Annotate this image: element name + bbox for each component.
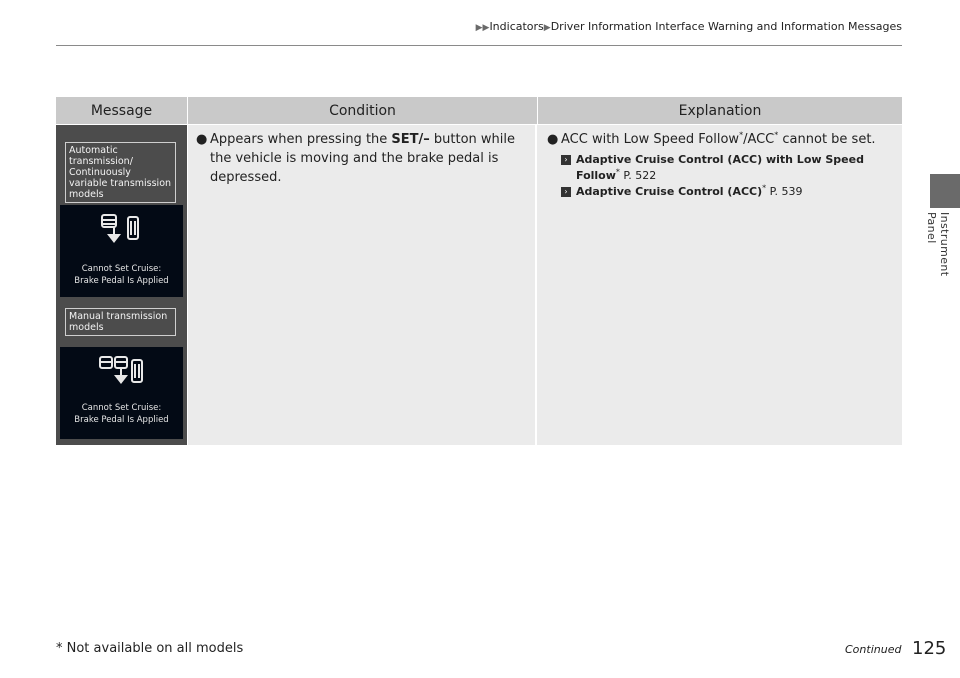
table-header [56,97,902,124]
explanation-item [547,130,897,200]
bullet-icon: ● [547,132,559,147]
reference-acc-low-speed-follow[interactable]: › Adaptive Cruise Control (ACC) with Low Speed Follow* P. 522 [561,152,897,184]
section-tab [930,174,960,208]
condition-column [188,125,535,445]
screen-message-line2: Brake Pedal Is Applied [74,276,169,286]
display-screen-automatic [60,205,183,297]
references [561,152,897,200]
display-screen-manual [60,347,183,439]
screen-message-line1: Cannot Set Cruise: [81,264,162,274]
header-explanation: Explanation [678,102,762,119]
screen-message-line2: Brake Pedal Is Applied [74,415,169,425]
explanation-text: ACC with Low Speed Follow*/ACC* cannot be set. [561,130,876,147]
arrow-icon: ▶▶ [475,23,490,33]
footnote: * Not available on all models [56,641,244,656]
condition-item [196,130,531,187]
message-table [56,97,902,445]
explanation-column [537,125,902,445]
condition-text: Appears when pressing the SET/– button while the vehicle is moving and the brake pedal is depressed. [210,132,516,185]
header-message: Message [90,102,153,119]
set-button-label: SET/– [391,132,430,147]
reference-arrow-icon: › [561,155,571,165]
arrow-icon: ▶ [543,23,551,33]
page-number: 125 [912,638,947,659]
header-condition: Condition [187,97,538,124]
bullet-icon: ● [196,132,208,147]
automatic-transmission-label: Automatic transmission/ Continuously variable transmission models [65,142,176,203]
screen-message-line1: Cannot Set Cruise: [81,403,162,413]
page-header [474,20,902,33]
message-column [56,125,187,445]
continued-label: Continued [845,643,902,656]
breadcrumb-indicators[interactable]: Indicators [489,20,544,33]
reference-acc[interactable]: › Adaptive Cruise Control (ACC)* P. 539 [561,184,897,200]
breadcrumb-dii-messages[interactable]: Driver Information Interface Warning and Information Messages [550,20,902,33]
reference-arrow-icon: › [561,187,571,197]
manual-transmission-label: Manual transmission models [65,308,176,336]
section-label: Instrument Panel [925,212,951,277]
header-rule [56,45,902,46]
